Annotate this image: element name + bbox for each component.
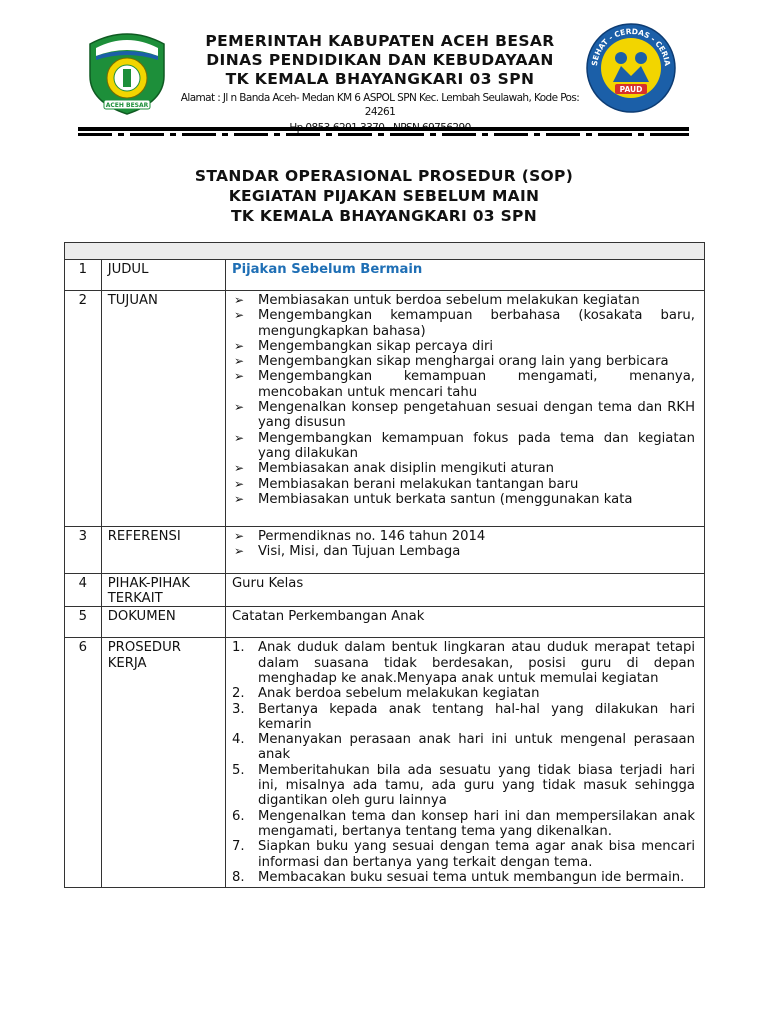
- arrow-bullet-icon: ➢: [233, 400, 245, 415]
- letterhead-address: Alamat : Jl n Banda Aceh- Medan KM 6 ASPOL SPN Kec. Lembah Seulawah, Kode Pos: 24261: [180, 92, 580, 118]
- list-item: 6. Mengenalkan tema dan konsep hari ini dan mempersilakan anak mengamati, bertanya tentang tema yang dikenalkan.: [231, 808, 695, 839]
- row-number: 6: [65, 638, 102, 888]
- arrow-bullet-icon: ➢: [233, 476, 245, 491]
- arrow-bullet-icon: ➢: [233, 461, 245, 476]
- paud-logo: [585, 22, 677, 114]
- list-item: ➢ Mengembangkan sikap percaya diri: [233, 338, 494, 354]
- letterhead-government: PEMERINTAH KABUPATEN ACEH BESAR: [205, 32, 555, 50]
- list-item: ➢ Mengembangkan sikap menghargai orang lain yang berbicara: [233, 354, 669, 370]
- table-header-cell: [65, 243, 705, 260]
- arrow-bullet-icon: ➢: [233, 529, 245, 544]
- sop-table: [64, 242, 705, 888]
- list-item: 3. Bertanya kepada anak tentang hal-hal yang dilakukan hari kemarin: [231, 701, 695, 732]
- list-item: 8. Membacakan buku sesuai tema untuk membangun ide bermain.: [231, 869, 685, 885]
- aceh-besar-logo: [82, 26, 172, 116]
- list-item: 2. Anak berdoa sebelum melakukan kegiatan: [231, 686, 540, 702]
- row-label: PIHAK-PIHAK TERKAIT: [101, 573, 225, 607]
- row-value-pihak: Guru Kelas: [225, 573, 704, 607]
- list-item: ➢ Visi, Misi, dan Tujuan Lembaga: [233, 544, 461, 560]
- letterhead-department: DINAS PENDIDIKAN DAN KEBUDAYAAN: [206, 51, 554, 69]
- title-line-1: STANDAR OPERASIONAL PROSEDUR (SOP): [194, 167, 574, 185]
- list-item: ➢ Mengembangkan kemampuan fokus pada tema dan kegiatan yang dilakukan: [233, 430, 695, 461]
- list-item: ➢ Mengenalkan konsep pengetahuan sesuai dengan tema dan RKH yang disusun: [233, 400, 695, 431]
- right-logo-label: PAUD: [619, 85, 643, 94]
- arrow-bullet-icon: ➢: [233, 491, 245, 506]
- list-item: ➢ Membiasakan untuk berkata santun (menggunakan kata: [233, 491, 633, 507]
- list-item: ➢ Membiasakan anak disiplin mengikuti aturan: [233, 461, 555, 477]
- arrow-bullet-icon: ➢: [233, 354, 245, 369]
- row-value-tujuan: [225, 291, 704, 527]
- table-row-pihak: [65, 573, 705, 607]
- right-logo-motto: SEHAT - CERDAS - CERIA: [590, 26, 673, 67]
- letterhead-school: TK KEMALA BHAYANGKARI 03 SPN: [225, 70, 535, 88]
- list-item: 1. Anak duduk dalam bentuk lingkaran atau duduk merapat tetapi dalam suasana tidak berdesakan, posisi guru di depan menghadap ke anak.Menyapa anak untuk memulai kegiatan: [231, 640, 695, 686]
- list-item: ➢ Membiasakan berani melakukan tantangan baru: [233, 476, 579, 492]
- table-row-judul: [65, 260, 705, 291]
- arrow-bullet-icon: ➢: [233, 369, 245, 384]
- list-item: 5. Memberitahukan bila ada sesuatu yang tidak biasa terjadi hari ini, misalnya ada tamu, ada guru yang tidak masuk sehingga digantikan oleh guru lainnya: [231, 762, 695, 809]
- referensi-list: [232, 529, 695, 560]
- row-value-referensi: [225, 527, 704, 574]
- table-row-referensi: [65, 527, 705, 574]
- row-number: 1: [65, 260, 102, 291]
- row-label: TUJUAN: [101, 291, 225, 527]
- letterhead: [180, 32, 580, 135]
- row-value-prosedur: [225, 638, 704, 888]
- row-number: 4: [65, 573, 102, 607]
- list-item: ➢ Mengembangkan kemampuan mengamati, menanya, mencobakan untuk mencari tahu: [233, 369, 695, 400]
- table-row-dokumen: [65, 607, 705, 638]
- row-label: PROSEDUR KERJA: [101, 638, 225, 888]
- arrow-bullet-icon: ➢: [233, 544, 245, 559]
- row-number: 2: [65, 291, 102, 527]
- document-title: [0, 166, 768, 226]
- arrow-bullet-icon: ➢: [233, 430, 245, 445]
- list-item: 4. Menanyakan perasaan anak hari ini untuk mengenal perasaan anak: [231, 732, 695, 763]
- row-label: JUDUL: [101, 260, 225, 291]
- list-item: ➢ Membiasakan untuk berdoa sebelum melakukan kegiatan: [233, 293, 640, 308]
- row-value-judul: Pijakan Sebelum Bermain: [225, 260, 704, 291]
- list-item: ➢ Mengembangkan kemampuan berbahasa (kosakata baru, mengungkapkan bahasa): [233, 308, 695, 339]
- list-item: ➢ Permendiknas no. 146 tahun 2014: [233, 529, 486, 545]
- tujuan-list: [232, 293, 695, 507]
- list-item: 7. Siapkan buku yang sesuai dengan tema agar anak bisa mencari informasi dan bertanya yang terkait dengan tema.: [231, 839, 695, 870]
- title-line-2: KEGIATAN PIJAKAN SEBELUM MAIN: [228, 187, 540, 205]
- table-row-tujuan: [65, 291, 705, 527]
- prosedur-steps: [232, 640, 695, 885]
- table-header-row: [65, 243, 705, 260]
- letterhead-divider: [78, 127, 689, 136]
- arrow-bullet-icon: ➢: [233, 293, 245, 307]
- row-number: 3: [65, 527, 102, 574]
- row-number: 5: [65, 607, 102, 638]
- row-value-dokumen: Catatan Perkembangan Anak: [225, 607, 704, 638]
- arrow-bullet-icon: ➢: [233, 308, 245, 323]
- row-label: DOKUMEN: [101, 607, 225, 638]
- arrow-bullet-icon: ➢: [233, 338, 245, 353]
- title-line-3: TK KEMALA BHAYANGKARI 03 SPN: [231, 207, 537, 225]
- row-label: REFERENSI: [101, 527, 225, 574]
- table-row-prosedur: [65, 638, 705, 888]
- left-logo-text: ACEH BESAR: [105, 102, 149, 109]
